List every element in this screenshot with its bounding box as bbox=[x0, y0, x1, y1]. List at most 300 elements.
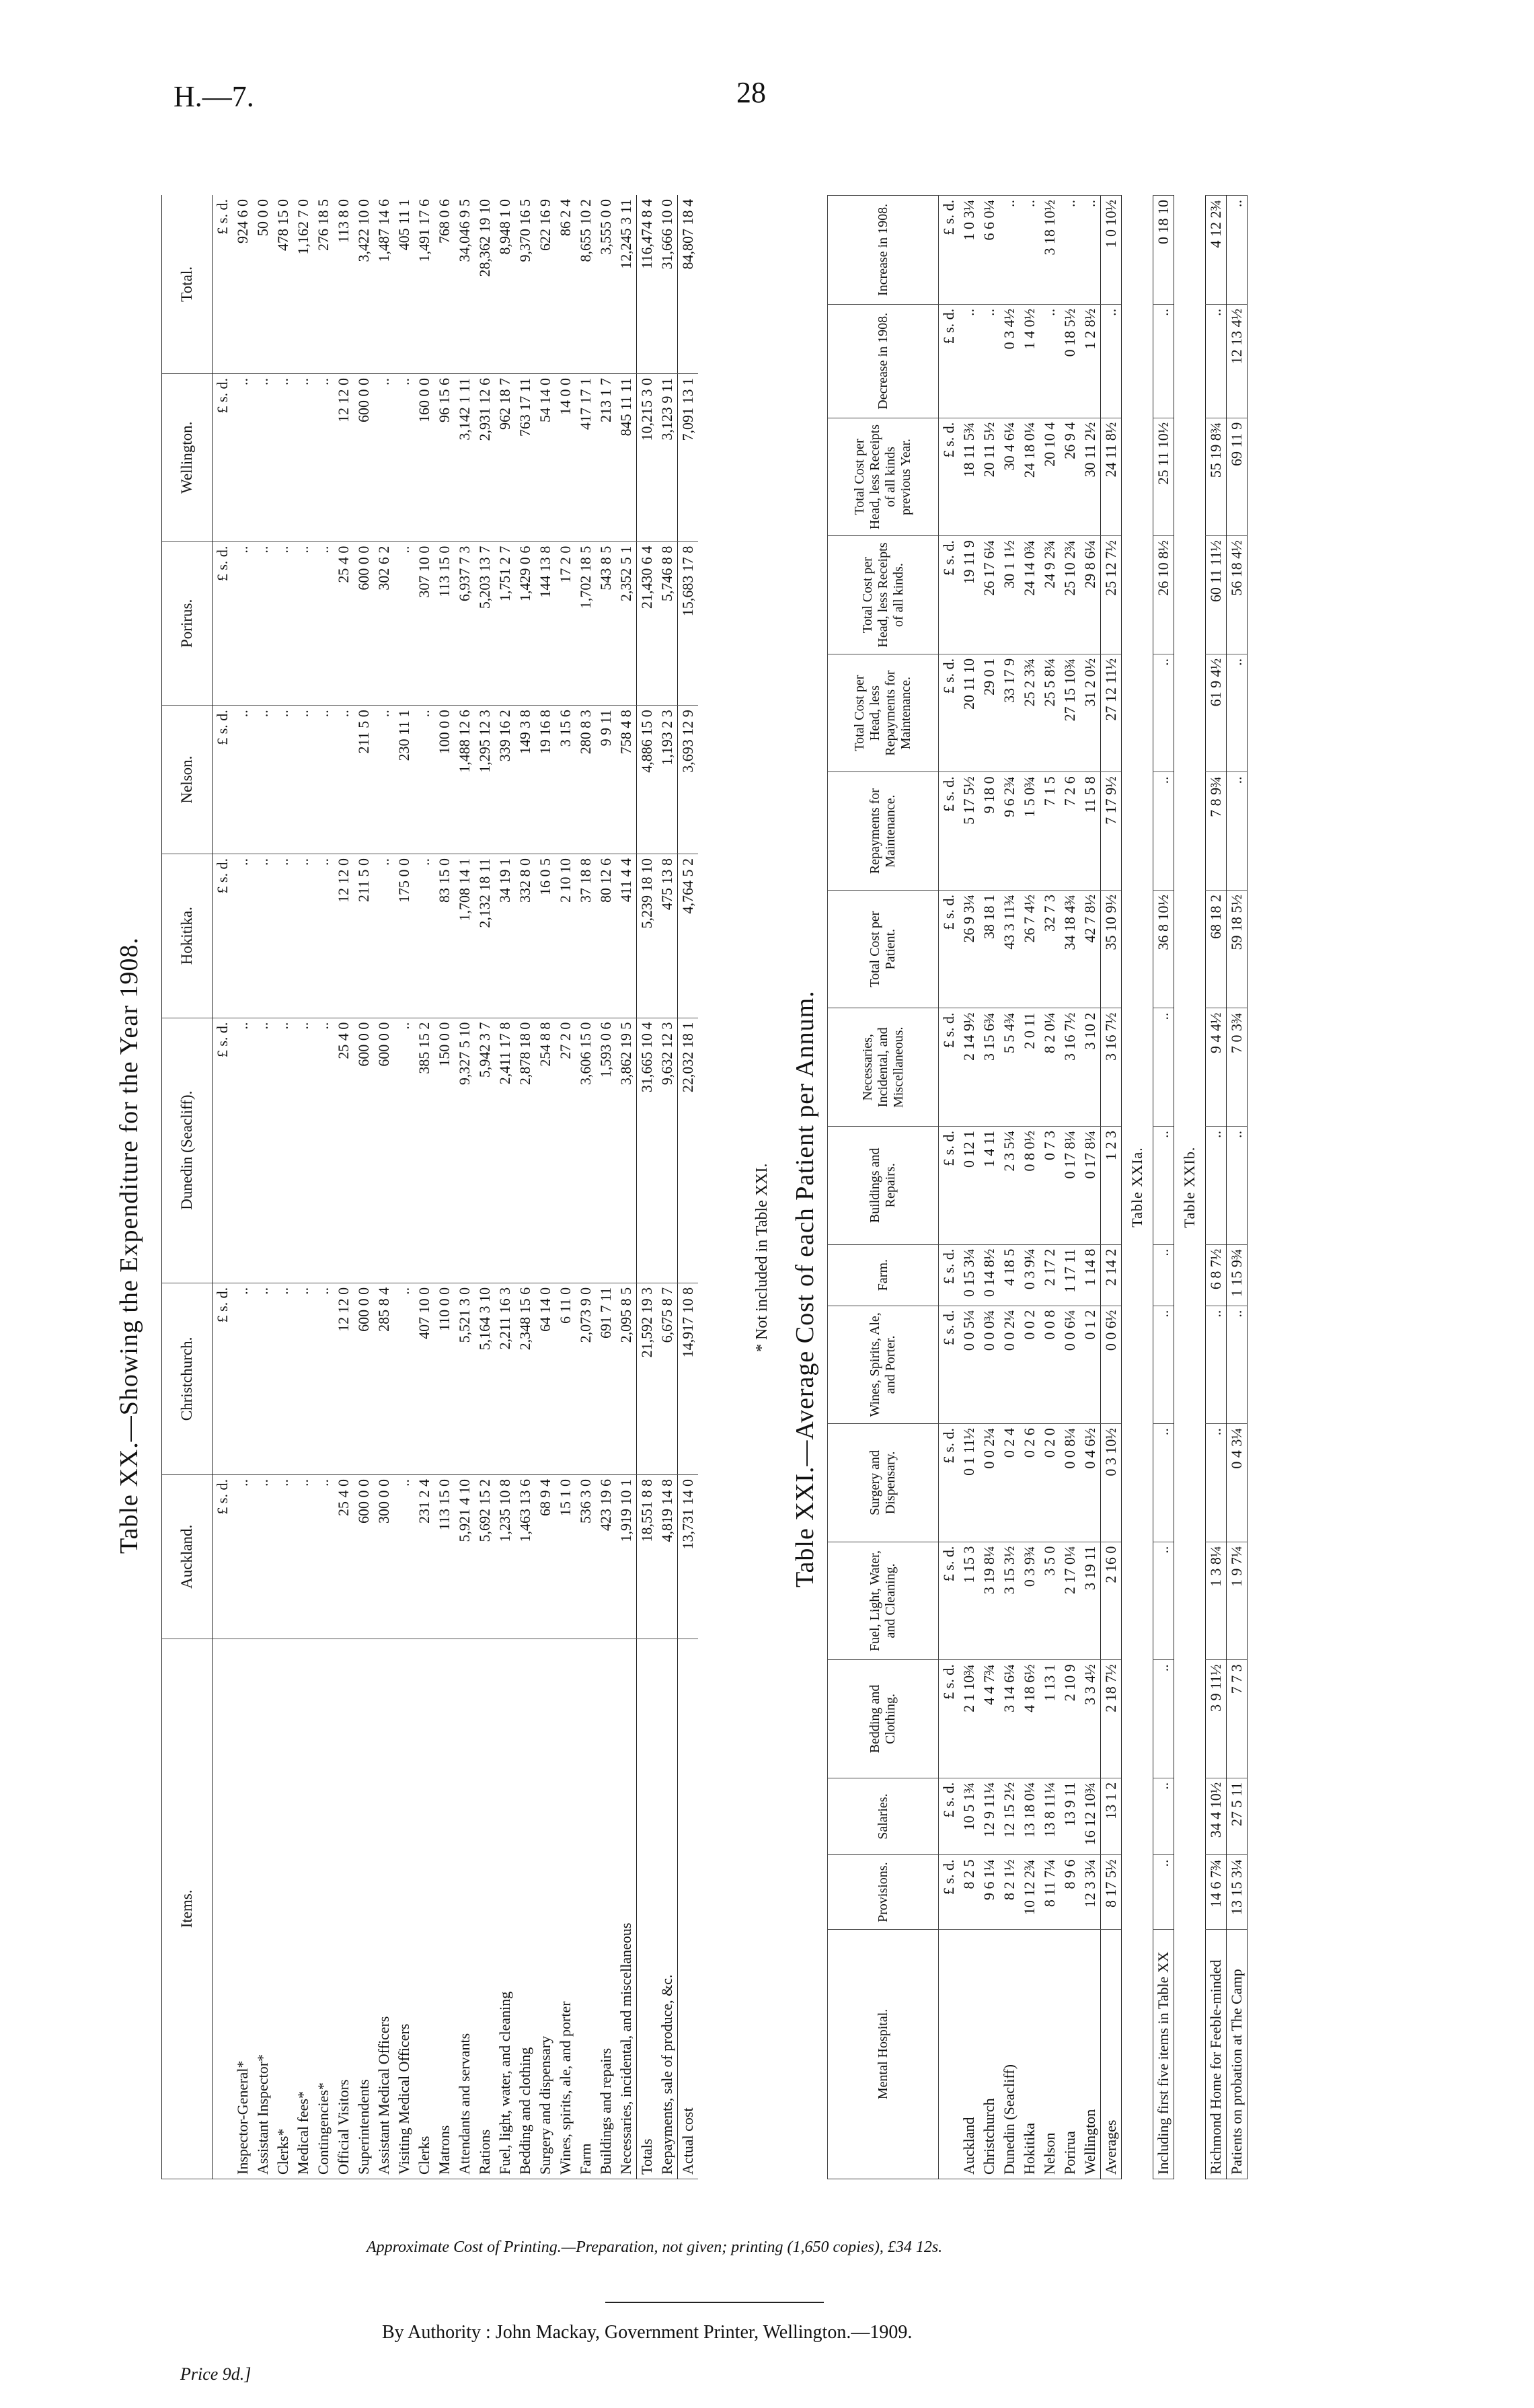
row-label: Farm bbox=[576, 1639, 596, 2179]
actual-cost-row bbox=[678, 195, 699, 2179]
table-21-header-row bbox=[828, 196, 939, 2179]
table-cell: 1 0 3¼ bbox=[959, 196, 979, 305]
table-cell: 24 18 0¼ bbox=[1020, 418, 1040, 536]
table-cell: 7 8 9¾ bbox=[1206, 772, 1227, 891]
table-cell: 26 9 4 bbox=[1060, 418, 1080, 536]
table-cell: .. bbox=[1227, 1127, 1248, 1245]
table-cell: 423 19 6 bbox=[596, 1475, 616, 1639]
table-cell: .. bbox=[313, 854, 334, 1018]
table-21a-caption-row bbox=[1122, 196, 1153, 2179]
table-cell: .. bbox=[233, 1475, 253, 1639]
money-units: £ s. d. bbox=[213, 195, 233, 373]
table-cell: .. bbox=[1153, 1306, 1174, 1424]
table-cell: 2 18 7½ bbox=[1101, 1660, 1122, 1778]
table-cell: 7 7 3 bbox=[1227, 1660, 1248, 1778]
table-cell: 86 2 4 bbox=[555, 195, 576, 373]
table-cell: 1 5 0¾ bbox=[1020, 772, 1040, 891]
table-cell: 34 18 4¾ bbox=[1060, 890, 1080, 1008]
table-cell: 0 17 8¼ bbox=[1080, 1127, 1101, 1245]
column-header: Dunedin (Seacliff). bbox=[162, 1018, 213, 1283]
table-cell: 1 4 0½ bbox=[1020, 304, 1040, 418]
row-label: Contingencies* bbox=[313, 1639, 334, 2179]
table-cell: 68 18 2 bbox=[1206, 890, 1227, 1008]
table-cell: 56 18 4½ bbox=[1227, 536, 1248, 654]
row-label: Actual cost bbox=[678, 1639, 699, 2179]
money-units: £ s. d. bbox=[939, 1542, 960, 1660]
table-cell: 7 17 9½ bbox=[1101, 772, 1122, 891]
table-cell: 160 0 0 bbox=[414, 373, 434, 541]
table-cell: 0 8 0½ bbox=[1020, 1127, 1040, 1245]
table-cell: 600 0 0 bbox=[354, 1018, 374, 1283]
table-cell: 845 11 11 bbox=[616, 373, 637, 541]
table-row bbox=[959, 196, 979, 2179]
table-cell: 12 3 3¼ bbox=[1080, 1855, 1101, 1929]
table-cell: 962 18 7 bbox=[495, 373, 515, 541]
rotated-tables bbox=[101, 121, 1432, 2260]
table-cell: 0 18 10 bbox=[1153, 196, 1174, 305]
row-label: Clerks bbox=[414, 1639, 434, 2179]
table-cell: 9,327 5 10 bbox=[455, 1018, 475, 1283]
table-cell: 6 8 7½ bbox=[1206, 1244, 1227, 1306]
table-cell: .. bbox=[1153, 304, 1174, 418]
column-header: Total. bbox=[162, 195, 213, 373]
table-cell: 149 3 8 bbox=[515, 706, 535, 854]
table-row bbox=[233, 195, 253, 2179]
averages-row bbox=[1101, 196, 1122, 2179]
table-row bbox=[616, 195, 637, 2179]
table-cell: 12,245 3 11 bbox=[616, 195, 637, 373]
table-cell: 1 4 11 bbox=[979, 1127, 999, 1245]
table-cell: 0 3 9¾ bbox=[1020, 1542, 1040, 1660]
row-label: Wines, spirits, ale, and porter bbox=[555, 1639, 576, 2179]
row-label: Nelson bbox=[1040, 1929, 1060, 2179]
table-cell: 4,819 14 8 bbox=[657, 1475, 678, 1639]
table-cell: 3,422 10 0 bbox=[354, 195, 374, 373]
table-cell: 29 0 1 bbox=[979, 654, 999, 772]
table-cell: .. bbox=[273, 1475, 293, 1639]
table-cell: 1,162 7 0 bbox=[293, 195, 313, 373]
table-cell: 59 18 5½ bbox=[1227, 890, 1248, 1008]
table-cell: 0 0 5¼ bbox=[959, 1306, 979, 1424]
table-cell: 4,886 15 0 bbox=[637, 706, 658, 854]
table-cell: .. bbox=[1153, 1660, 1174, 1778]
table-cell: .. bbox=[313, 541, 334, 706]
table-cell: 6,937 7 3 bbox=[455, 541, 475, 706]
table-cell: 0 17 8¼ bbox=[1060, 1127, 1080, 1245]
table-cell: .. bbox=[1080, 196, 1101, 305]
table-cell: 0 2 0 bbox=[1040, 1424, 1060, 1542]
table-cell: 2,132 18 11 bbox=[475, 854, 495, 1018]
row-label: Averages bbox=[1101, 1929, 1122, 2179]
money-units: £ s. d. bbox=[939, 196, 960, 305]
table-cell: 385 15 2 bbox=[414, 1018, 434, 1283]
table-cell: 0 0 8 bbox=[1040, 1306, 1060, 1424]
table-cell: 55 19 8¾ bbox=[1206, 418, 1227, 536]
table-cell: 1,193 2 3 bbox=[657, 706, 678, 854]
table-21b-row bbox=[1227, 196, 1248, 2179]
printing-cost-note: Approximate Cost of Printing.—Preparation, not given; printing (1,650 copies), £34 12s. bbox=[367, 2238, 943, 2256]
table-cell: 96 15 6 bbox=[434, 373, 455, 541]
table-cell: 31 2 0½ bbox=[1080, 654, 1101, 772]
column-header: Christchurch. bbox=[162, 1283, 213, 1474]
table-cell: 5 17 5½ bbox=[959, 772, 979, 891]
table-cell: 3 19 8¼ bbox=[979, 1542, 999, 1660]
table-row bbox=[979, 196, 999, 2179]
row-label: Superintendents bbox=[354, 1639, 374, 2179]
table-row bbox=[273, 195, 293, 2179]
table-cell: 13 8 11¼ bbox=[1040, 1778, 1060, 1855]
table-cell: .. bbox=[273, 854, 293, 1018]
table-cell: 30 1 1½ bbox=[999, 536, 1020, 654]
row-label: Matrons bbox=[434, 1639, 455, 2179]
table-row bbox=[354, 195, 374, 2179]
table-cell: 276 18 5 bbox=[313, 195, 334, 373]
column-header: Total Cost per Head, less Receipts of all kinds. bbox=[828, 536, 939, 654]
table-cell: 7 0 3¾ bbox=[1227, 1008, 1248, 1127]
table-row bbox=[434, 195, 455, 2179]
table-cell: 9 9 11 bbox=[596, 706, 616, 854]
column-header: Bedding and Clothing. bbox=[828, 1660, 939, 1778]
money-units: £ s. d. bbox=[213, 854, 233, 1018]
table-cell: .. bbox=[293, 1018, 313, 1283]
table-cell: 600 0 0 bbox=[354, 1283, 374, 1474]
document-code: H.—7. bbox=[174, 80, 254, 113]
table-cell: 43 3 11¾ bbox=[999, 890, 1020, 1008]
table-cell: 28,362 19 10 bbox=[475, 195, 495, 373]
table-cell: 3,142 1 11 bbox=[455, 373, 475, 541]
table-row bbox=[414, 195, 434, 2179]
table-cell: 3 15 6¾ bbox=[979, 1008, 999, 1127]
table-cell: 211 5 0 bbox=[354, 854, 374, 1018]
sub-table-caption: Table XXIb. bbox=[1181, 1146, 1198, 1228]
table-cell: 0 0 6½ bbox=[1101, 1306, 1122, 1424]
table-20-caption: Table XX.—Showing the Expenditure for the Year 1908. bbox=[115, 937, 143, 1554]
table-cell: 285 8 4 bbox=[374, 1283, 394, 1474]
table-cell: 34 19 1 bbox=[495, 854, 515, 1018]
column-header: Total Cost per Patient. bbox=[828, 890, 939, 1008]
table-20 bbox=[161, 195, 698, 2179]
table-cell: 12 12 0 bbox=[334, 854, 354, 1018]
table-cell: 83 15 0 bbox=[434, 854, 455, 1018]
table-cell: 332 8 0 bbox=[515, 854, 535, 1018]
table-cell: 13 18 0¼ bbox=[1020, 1778, 1040, 1855]
table-cell: .. bbox=[1206, 1306, 1227, 1424]
table-cell: 0 1 2 bbox=[1080, 1306, 1101, 1424]
table-cell: 14 0 0 bbox=[555, 373, 576, 541]
table-cell: 230 11 1 bbox=[394, 706, 414, 854]
table-cell: 8 2 0¼ bbox=[1040, 1008, 1060, 1127]
table-cell: 0 0 2¼ bbox=[979, 1424, 999, 1542]
table-cell: 2,352 5 1 bbox=[616, 541, 637, 706]
table-cell: 14,917 10 8 bbox=[678, 1283, 699, 1474]
column-header: Fuel, Light, Water, and Cleaning. bbox=[828, 1542, 939, 1660]
table-cell: .. bbox=[1206, 1424, 1227, 1542]
table-cell: 1,491 17 6 bbox=[414, 195, 434, 373]
table-cell: 300 0 0 bbox=[374, 1475, 394, 1639]
money-units-row bbox=[213, 195, 233, 2179]
table-row bbox=[455, 195, 475, 2179]
table-cell: .. bbox=[273, 1283, 293, 1474]
table-cell: 12 12 0 bbox=[334, 1283, 354, 1474]
table-cell: .. bbox=[1206, 1127, 1227, 1245]
table-cell: 1,708 14 1 bbox=[455, 854, 475, 1018]
table-cell: .. bbox=[293, 706, 313, 854]
table-cell: .. bbox=[1227, 772, 1248, 891]
column-header: Wellington. bbox=[162, 373, 213, 541]
table-cell: .. bbox=[394, 1018, 414, 1283]
table-cell: 24 11 8½ bbox=[1101, 418, 1122, 536]
table-cell: 411 4 4 bbox=[616, 854, 637, 1018]
table-cell: 1,429 0 6 bbox=[515, 541, 535, 706]
table-cell: 1,919 10 1 bbox=[616, 1475, 637, 1639]
money-units-row bbox=[939, 196, 960, 2179]
table-cell: .. bbox=[394, 1283, 414, 1474]
row-label: Bedding and clothing bbox=[515, 1639, 535, 2179]
table-cell: 54 14 0 bbox=[535, 373, 555, 541]
table-cell: .. bbox=[1153, 1855, 1174, 1929]
table-cell: 0 3 10½ bbox=[1101, 1424, 1122, 1542]
table-cell: 8 2 1½ bbox=[999, 1855, 1020, 1929]
money-units: £ s. d. bbox=[939, 1008, 960, 1127]
table-cell: 768 0 6 bbox=[434, 195, 455, 373]
table-cell: 5,164 3 10 bbox=[475, 1283, 495, 1474]
table-cell: .. bbox=[253, 1283, 273, 1474]
table-cell: 2 10 9 bbox=[1060, 1660, 1080, 1778]
table-cell: 1 15 9¾ bbox=[1227, 1244, 1248, 1306]
table-cell: 26 17 6¼ bbox=[979, 536, 999, 654]
table-cell: 20 11 10 bbox=[959, 654, 979, 772]
table-cell: 26 9 3¼ bbox=[959, 890, 979, 1008]
money-units: £ s. d. bbox=[939, 1424, 960, 1542]
table-cell: 12 12 0 bbox=[334, 373, 354, 541]
table-cell: 3 5 0 bbox=[1040, 1542, 1060, 1660]
table-cell: 2,411 17 8 bbox=[495, 1018, 515, 1283]
table-cell: 7,091 13 1 bbox=[678, 373, 699, 541]
column-header: Nelson. bbox=[162, 706, 213, 854]
table-cell: 31,665 10 4 bbox=[637, 1018, 658, 1283]
table-cell: 6 6 0¼ bbox=[979, 196, 999, 305]
column-header: Mental Hospital. bbox=[828, 1929, 939, 2179]
column-header: Repayments for Maintenance. bbox=[828, 772, 939, 891]
table-cell: 417 17 1 bbox=[576, 373, 596, 541]
table-row bbox=[999, 196, 1020, 2179]
table-cell: 9 6 1¼ bbox=[979, 1855, 999, 1929]
table-cell: .. bbox=[414, 854, 434, 1018]
table-cell: 4 18 6½ bbox=[1020, 1660, 1040, 1778]
row-label: Dunedin (Seacliff) bbox=[999, 1929, 1020, 2179]
row-label: Buildings and repairs bbox=[596, 1639, 616, 2179]
table-cell: .. bbox=[313, 706, 334, 854]
table-cell: 144 13 8 bbox=[535, 541, 555, 706]
table-cell: 3 16 7½ bbox=[1060, 1008, 1080, 1127]
table-cell: .. bbox=[313, 373, 334, 541]
table-cell: 100 0 0 bbox=[434, 706, 455, 854]
table-cell: 27 12 11½ bbox=[1101, 654, 1122, 772]
money-units: £ s. d. bbox=[939, 1660, 960, 1778]
table-cell: 2 3 5¼ bbox=[999, 1127, 1020, 1245]
table-cell: 26 10 8½ bbox=[1153, 536, 1174, 654]
table-cell: 600 0 0 bbox=[354, 541, 374, 706]
table-cell: 113 8 0 bbox=[334, 195, 354, 373]
row-label: Including first five items in Table XX bbox=[1153, 1929, 1174, 2179]
money-units: £ s. d. bbox=[213, 541, 233, 706]
table-cell: 175 0 0 bbox=[394, 854, 414, 1018]
table-cell: .. bbox=[253, 1018, 273, 1283]
table-cell: 5,203 13 7 bbox=[475, 541, 495, 706]
table-cell: 12 9 11¼ bbox=[979, 1778, 999, 1855]
table-cell: 9 6 2¾ bbox=[999, 772, 1020, 891]
table-cell: .. bbox=[394, 1475, 414, 1639]
table-cell: 2 14 9½ bbox=[959, 1008, 979, 1127]
table-cell: 19 11 9 bbox=[959, 536, 979, 654]
table-cell: .. bbox=[293, 1283, 313, 1474]
table-row bbox=[374, 195, 394, 2179]
table-cell: 3 16 7½ bbox=[1101, 1008, 1122, 1127]
table-cell: 691 7 11 bbox=[596, 1283, 616, 1474]
table-cell: 38 18 1 bbox=[979, 890, 999, 1008]
table-cell: 4 12 2¾ bbox=[1206, 196, 1227, 305]
table-cell: 64 14 0 bbox=[535, 1283, 555, 1474]
row-label: Surgery and dispensary bbox=[535, 1639, 555, 2179]
table-cell: 2,348 15 6 bbox=[515, 1283, 535, 1474]
table-cell bbox=[939, 1929, 960, 2179]
column-header: Salaries. bbox=[828, 1778, 939, 1855]
table-cell: 3 9 11½ bbox=[1206, 1660, 1227, 1778]
table-cell: 0 15 3¼ bbox=[959, 1244, 979, 1306]
table-cell: .. bbox=[1040, 304, 1060, 418]
table-cell: 1,702 18 5 bbox=[576, 541, 596, 706]
table-cell: 60 11 11½ bbox=[1206, 536, 1227, 654]
table-cell: 0 14 8½ bbox=[979, 1244, 999, 1306]
table-cell: 3 15 3½ bbox=[999, 1542, 1020, 1660]
table-cell: .. bbox=[1153, 1778, 1174, 1855]
table-cell: 0 0 0¾ bbox=[979, 1306, 999, 1424]
table-cell: 1 13 1 bbox=[1040, 1660, 1060, 1778]
table-cell: .. bbox=[394, 373, 414, 541]
table-cell: .. bbox=[273, 373, 293, 541]
table-cell: .. bbox=[233, 706, 253, 854]
table-cell: 34,046 9 5 bbox=[455, 195, 475, 373]
table-row bbox=[515, 195, 535, 2179]
table-cell: .. bbox=[233, 1283, 253, 1474]
table-cell: 8 11 7¼ bbox=[1040, 1855, 1060, 1929]
column-header: Total Cost per Head, less Repayments for Maintenance. bbox=[828, 654, 939, 772]
table-cell: 2,878 18 0 bbox=[515, 1018, 535, 1283]
column-header: Wines, Spirits, Ale, and Porter. bbox=[828, 1306, 939, 1424]
table-row bbox=[1040, 196, 1060, 2179]
table-cell: .. bbox=[414, 706, 434, 854]
row-label: Auckland bbox=[959, 1929, 979, 2179]
authority-line: By Authority : John Mackay, Government Printer, Wellington.—1909. bbox=[382, 2322, 913, 2343]
table-row bbox=[394, 195, 414, 2179]
column-header: Hokitika. bbox=[162, 854, 213, 1018]
table-cell: 2 1 10¾ bbox=[959, 1660, 979, 1778]
row-label: Clerks* bbox=[273, 1639, 293, 2179]
table-cell: 80 12 6 bbox=[596, 854, 616, 1018]
table-cell: 3,555 0 0 bbox=[596, 195, 616, 373]
table-cell: .. bbox=[253, 1475, 273, 1639]
table-cell: .. bbox=[1153, 654, 1174, 772]
table-cell: 6,675 8 7 bbox=[657, 1283, 678, 1474]
table-cell: .. bbox=[1060, 196, 1080, 305]
rotated-page-content bbox=[101, 114, 1446, 2267]
row-label: Repayments, sale of produce, &c. bbox=[657, 1639, 678, 2179]
table-cell: 0 3 4½ bbox=[999, 304, 1020, 418]
table-cell: 4,764 5 2 bbox=[678, 854, 699, 1018]
column-header: Necessaries, Incidental, and Miscellaneous. bbox=[828, 1008, 939, 1127]
table-cell: 1,487 14 6 bbox=[374, 195, 394, 373]
table-cell: .. bbox=[1227, 654, 1248, 772]
table-cell: 7 2 6 bbox=[1060, 772, 1080, 891]
table-cell: 13,731 14 0 bbox=[678, 1475, 699, 1639]
table-cell: 1 3 8¼ bbox=[1206, 1542, 1227, 1660]
table-cell: 20 10 4 bbox=[1040, 418, 1060, 536]
page-number: 28 bbox=[736, 76, 766, 109]
table-cell: 5 5 4¾ bbox=[999, 1008, 1020, 1127]
table-cell: 2 14 2 bbox=[1101, 1244, 1122, 1306]
table-cell: 475 13 8 bbox=[657, 854, 678, 1018]
table-row bbox=[293, 195, 313, 2179]
row-label: Porirua bbox=[1060, 1929, 1080, 2179]
table-cell: 20 11 5½ bbox=[979, 418, 999, 536]
table-cell: 8 2 5 bbox=[959, 1855, 979, 1929]
table-cell: 1,235 10 8 bbox=[495, 1475, 515, 1639]
table-cell: 9 18 0 bbox=[979, 772, 999, 891]
table-cell: .. bbox=[374, 373, 394, 541]
table-cell: 31,666 10 0 bbox=[657, 195, 678, 373]
table-cell: 36 8 10½ bbox=[1153, 890, 1174, 1008]
table-cell: 33 17 9 bbox=[999, 654, 1020, 772]
table-cell: .. bbox=[979, 304, 999, 418]
table-cell: 280 8 3 bbox=[576, 706, 596, 854]
row-label: Official Visitors bbox=[334, 1639, 354, 2179]
table-cell: 10 5 1¾ bbox=[959, 1778, 979, 1855]
table-cell: 113 15 0 bbox=[434, 541, 455, 706]
column-header: Increase in 1908. bbox=[828, 196, 939, 305]
table-cell: 2,095 8 5 bbox=[616, 1283, 637, 1474]
table-cell: 3 18 10½ bbox=[1040, 196, 1060, 305]
column-header: Decrease in 1908. bbox=[828, 304, 939, 418]
table-cell: .. bbox=[233, 1018, 253, 1283]
table-cell: 30 4 6¼ bbox=[999, 418, 1020, 536]
row-label: Wellington bbox=[1080, 1929, 1101, 2179]
table-20-body bbox=[213, 195, 699, 2179]
table-cell: 9 4 4½ bbox=[1206, 1008, 1227, 1127]
table-cell: 2 0 11 bbox=[1020, 1008, 1040, 1127]
table-cell: 2,931 12 6 bbox=[475, 373, 495, 541]
table-cell: 27 2 0 bbox=[555, 1018, 576, 1283]
column-header: Surgery and Dispensary. bbox=[828, 1424, 939, 1542]
table-cell: 5,692 15 2 bbox=[475, 1475, 495, 1639]
table-cell: 0 18 5½ bbox=[1060, 304, 1080, 418]
table-row bbox=[334, 195, 354, 2179]
table-cell: 2 10 10 bbox=[555, 854, 576, 1018]
table-row bbox=[313, 195, 334, 2179]
table-cell: .. bbox=[1153, 772, 1174, 891]
row-label: Attendants and servants bbox=[455, 1639, 475, 2179]
table-cell bbox=[213, 1639, 233, 2179]
table-cell: .. bbox=[1206, 304, 1227, 418]
table-cell: 0 3 9¼ bbox=[1020, 1244, 1040, 1306]
row-label: Necessaries, incidental, and miscellaneous bbox=[616, 1639, 637, 2179]
money-units: £ s. d. bbox=[213, 373, 233, 541]
table-cell: 35 10 9½ bbox=[1101, 890, 1122, 1008]
table-cell: .. bbox=[253, 854, 273, 1018]
table-row bbox=[1020, 196, 1040, 2179]
money-units: £ s. d. bbox=[213, 1018, 233, 1283]
table-cell: 2 17 2 bbox=[1040, 1244, 1060, 1306]
table-cell: 1 17 11 bbox=[1060, 1244, 1080, 1306]
